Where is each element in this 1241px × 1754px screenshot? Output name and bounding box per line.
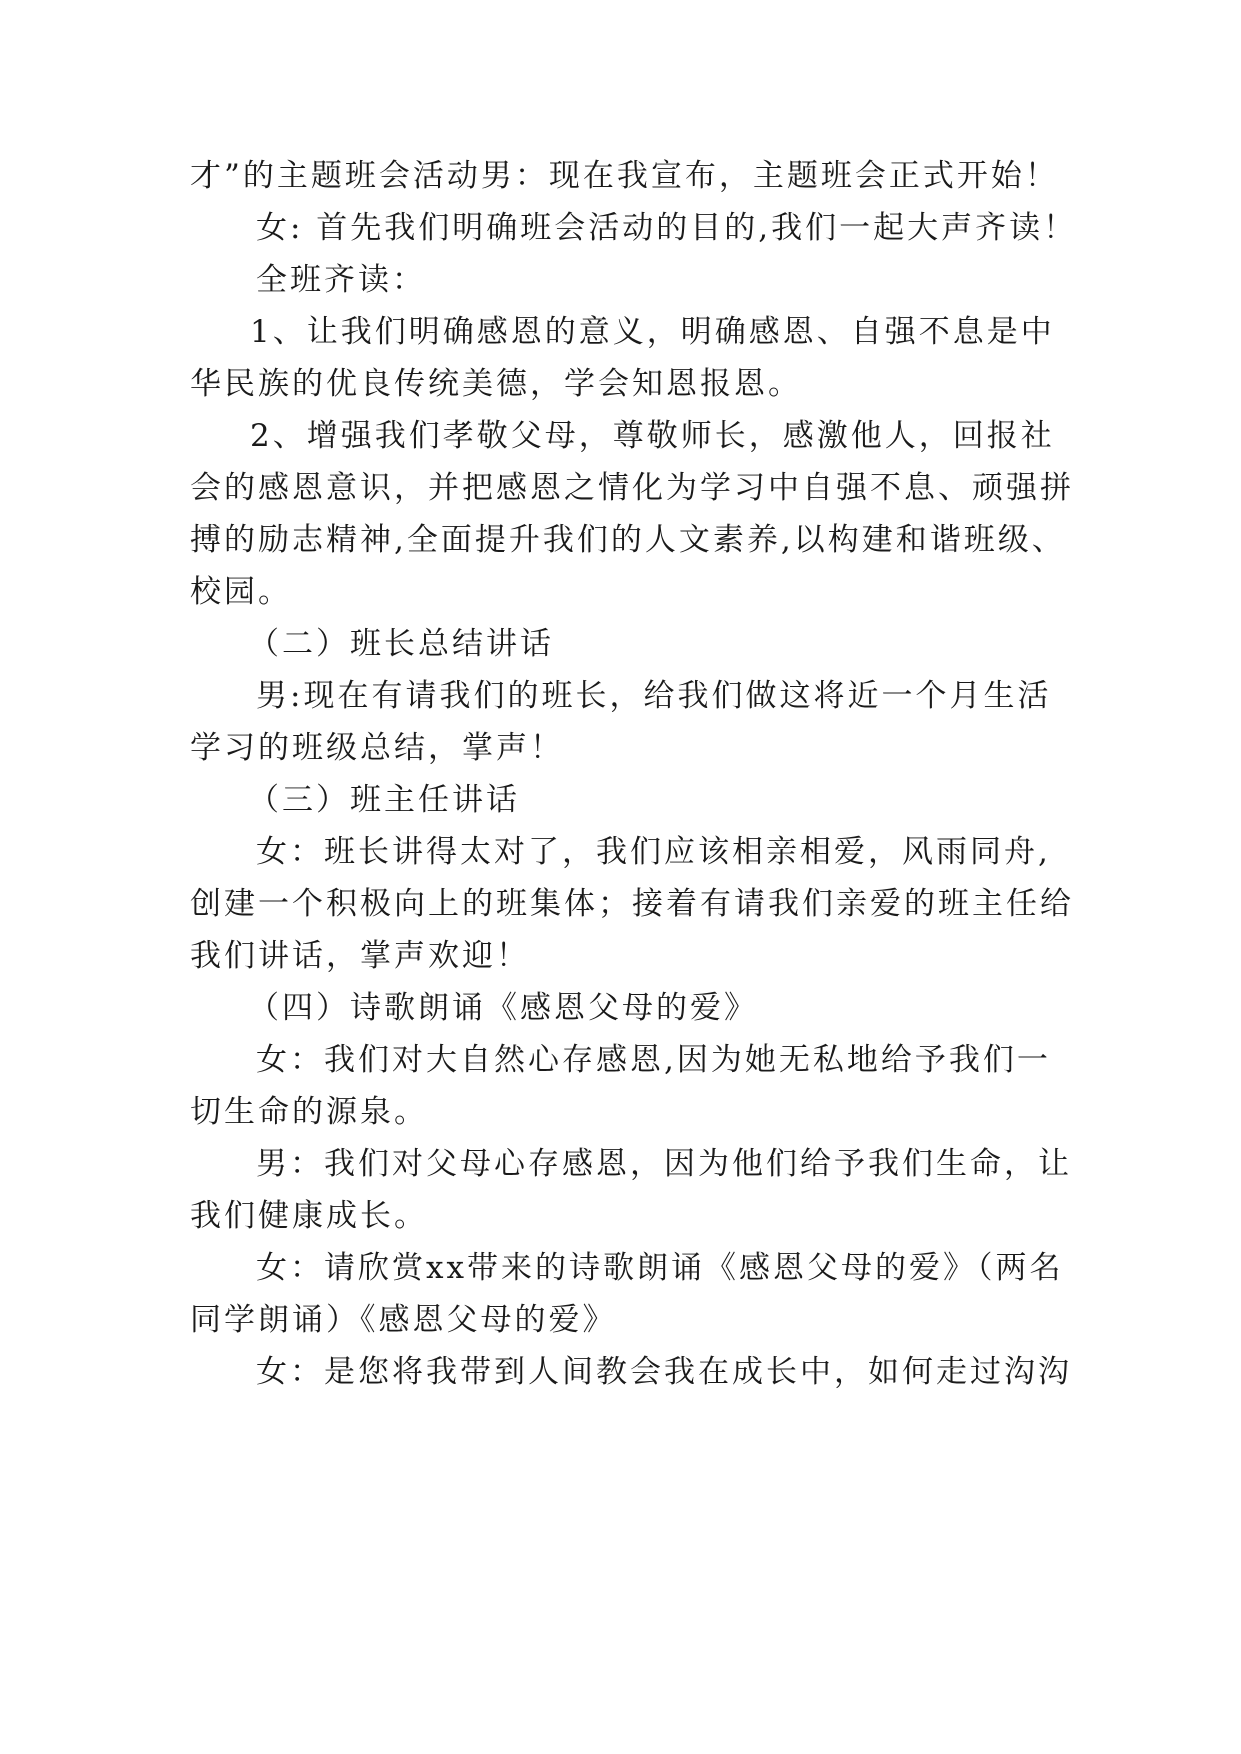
text-line: 切生命的源泉。 <box>190 1094 428 1130</box>
text-line: 女：是您将我带到人间教会我在成长中，如何走过沟沟 <box>256 1354 1072 1390</box>
text-line: 1、让我们明确感恩的意义，明确感恩、自强不息是中 <box>250 314 1055 350</box>
text-line: 才”的主题班会活动男：现在我宣布，主题班会正式开始！ <box>190 158 1059 194</box>
text-line: 女：班长讲得太对了，我们应该相亲相爱，风雨同舟, <box>256 834 1051 870</box>
text-line: 女：请欣赏xx带来的诗歌朗诵《感恩父母的爱》（两名 <box>256 1250 1064 1286</box>
text-line: 我们健康成长。 <box>190 1198 428 1234</box>
text-line: 2、增强我们孝敬父母，尊敬师长，感激他人，回报社 <box>250 418 1055 454</box>
text-line: 学习的班级总结，掌声！ <box>190 730 564 766</box>
section-heading: （二）班长总结讲话 <box>248 626 554 662</box>
text-line: 会的感恩意识，并把感恩之情化为学习中自强不息、顽强拼 <box>190 470 1074 506</box>
text-line: 我们讲话，掌声欢迎！ <box>190 938 530 974</box>
text-line: 全班齐读： <box>256 262 426 298</box>
text-line: 华民族的优良传统美德，学会知恩报恩。 <box>190 366 802 402</box>
text-line: 男：我们对父母心存感恩，因为他们给予我们生命，让 <box>256 1146 1072 1182</box>
text-line: 女：我们对大自然心存感恩,因为她无私地给予我们一 <box>256 1042 1051 1078</box>
text-line: 同学朗诵）《感恩父母的爱》 <box>190 1302 617 1338</box>
section-heading: （三）班主任讲话 <box>248 782 520 818</box>
text-line: 男:现在有请我们的班长，给我们做这将近一个月生活 <box>256 678 1052 714</box>
text-line: 女: 首先我们明确班会活动的目的,我们一起大声齐读！ <box>256 210 1078 246</box>
text-line: 搏的励志精神,全面提升我们的人文素养,以构建和谐班级、 <box>190 522 1066 558</box>
text-line: 校园。 <box>190 574 292 610</box>
section-heading: （四）诗歌朗诵《感恩父母的爱》 <box>248 990 758 1026</box>
text-line: 创建一个积极向上的班集体；接着有请我们亲爱的班主任给 <box>190 886 1074 922</box>
